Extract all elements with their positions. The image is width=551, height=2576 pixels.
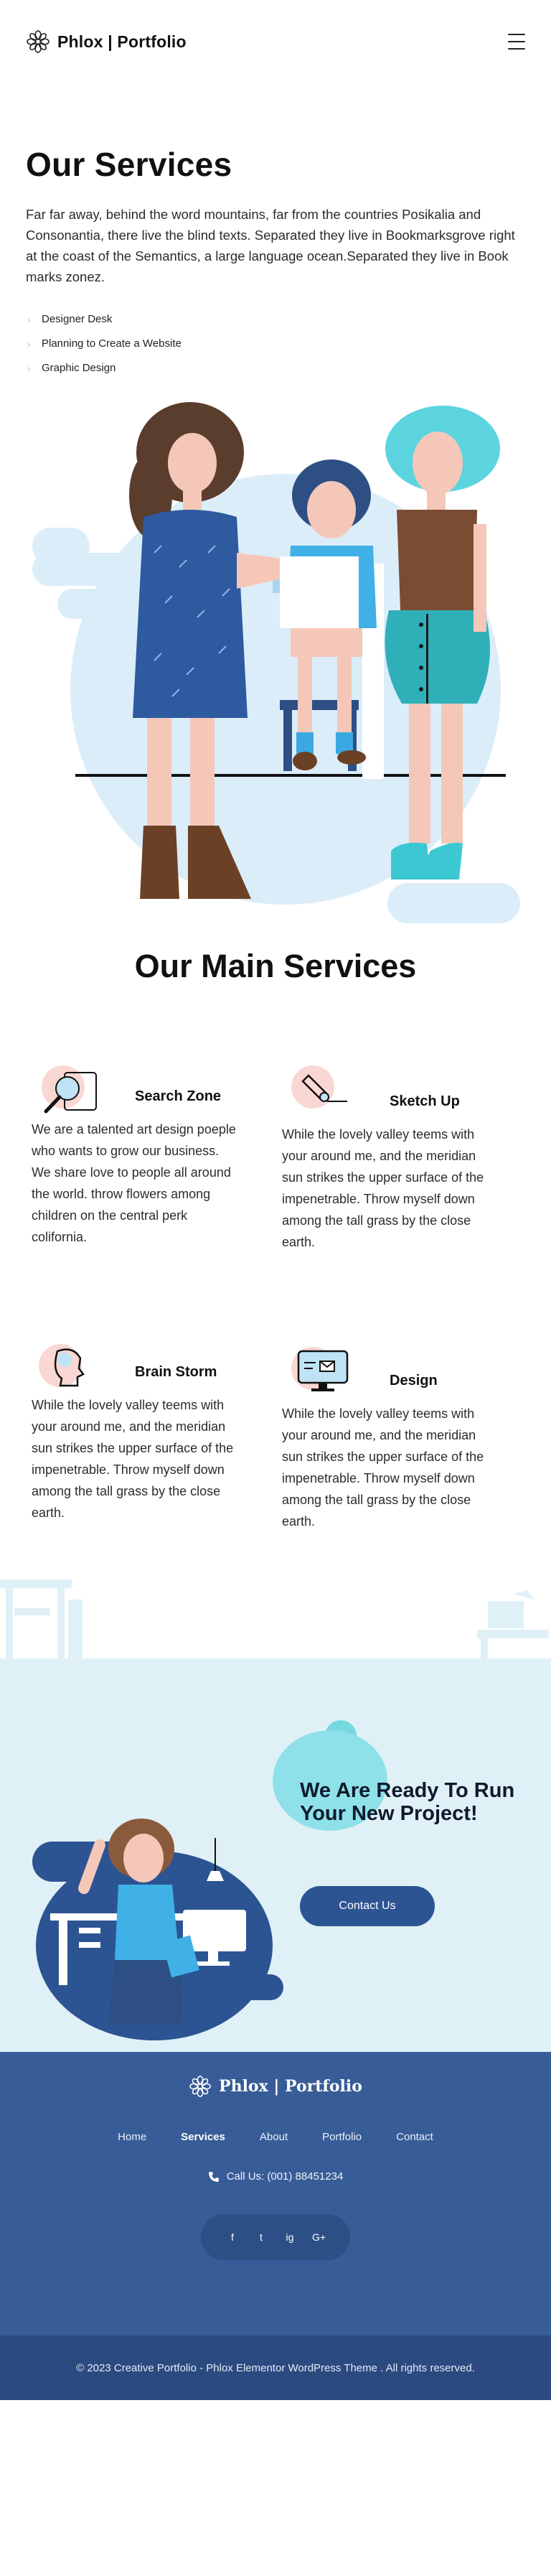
services-list <box>26 307 525 381</box>
copyright-text: © 2023 Creative Portfolio - Phlox Elementor WordPress Theme . All rights reserved. <box>76 2361 475 2374</box>
footer-nav-services[interactable]: Services <box>181 2131 225 2143</box>
list-item: › Designer Desk <box>26 307 525 332</box>
footer-call[interactable] <box>0 2170 551 2183</box>
services-grid <box>0 948 551 1529</box>
service-text-design: While the lovely valley teems with your around me, and the meridian sun strikes the upper surface of the impenetrable. Throw myself down among the tall grass by the close earth. <box>282 1406 484 1529</box>
phone-icon <box>208 2171 220 2183</box>
office-illustration <box>0 1658 551 2052</box>
footer-nav-portfolio[interactable]: Portfolio <box>322 2131 362 2143</box>
head-idea-icon <box>36 1334 100 1399</box>
flower-logo-icon <box>189 2075 212 2098</box>
site-header <box>0 0 551 83</box>
magnifier-icon <box>36 1055 100 1120</box>
cta-decoration <box>0 1522 551 1658</box>
footer-nav-about[interactable]: About <box>259 2131 288 2143</box>
service-title-design: Design <box>390 1373 438 1389</box>
service-text-search-zone: We are a talented art design poeple who wants to grow our business. We share love to people all around the world. throw flowers among children on the central perk colifornia. <box>32 1122 236 1244</box>
footer-call-text: Call Us: (001) 88451234 <box>226 2170 344 2183</box>
contact-us-button[interactable]: Contact Us <box>300 1886 435 1926</box>
footer-nav-contact[interactable]: Contact <box>396 2131 433 2143</box>
page-title: Our Services <box>26 146 232 183</box>
service-text-sketch-up: While the lovely valley teems with your around me, and the meridian sun strikes the upper surface of the impenetrable. Throw myself down among the tall grass by the close earth. <box>282 1127 484 1249</box>
google-plus-icon[interactable]: G+ <box>312 2231 326 2243</box>
monitor-design-icon <box>287 1335 352 1400</box>
section-title: Our Main Services <box>134 948 417 984</box>
services-section <box>0 83 551 381</box>
instagram-icon[interactable]: ig <box>286 2231 294 2243</box>
list-item: › Graphic Design <box>26 356 525 381</box>
cta-section <box>0 1658 551 2052</box>
site-footer <box>0 2052 551 2335</box>
hamburger-menu-icon[interactable] <box>508 34 525 50</box>
team-illustration <box>0 381 551 948</box>
copyright-bar <box>0 2335 551 2400</box>
footer-nav <box>0 2131 551 2143</box>
flower-logo-icon <box>26 29 50 54</box>
twitter-icon[interactable]: t <box>260 2231 263 2243</box>
site-logo[interactable] <box>26 29 187 54</box>
cta-title: We Are Ready To Run Your New Project! <box>300 1779 515 1825</box>
footer-nav-home[interactable]: Home <box>118 2131 147 2143</box>
logo-text: Phlox | Portfolio <box>57 32 187 51</box>
facebook-icon[interactable]: f <box>231 2231 234 2243</box>
service-title-sketch-up: Sketch Up <box>390 1093 460 1109</box>
list-item: › Planning to Create a Website <box>26 332 525 356</box>
footer-logo[interactable] <box>0 2075 551 2098</box>
social-links <box>201 2214 350 2260</box>
pen-tool-icon <box>287 1055 352 1120</box>
service-text-brain-storm: While the lovely valley teems with your around me, and the meridian sun strikes the upper surface of the impenetrable. Throw myself down among the tall grass by the close earth. <box>32 1398 234 1520</box>
main-services-section <box>0 948 551 1529</box>
service-title-search-zone: Search Zone <box>135 1088 222 1104</box>
services-intro-text: Far far away, behind the word mountains, far from the countries Posikalia and Consonantia, there live the blind texts. Separated they live in Bookmarksgrove right at the coast of the Semantics, a large language ocean.Separated they live in Book marks zonez. <box>26 207 515 284</box>
service-title-brain-storm: Brain Storm <box>135 1364 217 1380</box>
footer-logo-text: Phlox | Portfolio <box>219 2077 362 2096</box>
